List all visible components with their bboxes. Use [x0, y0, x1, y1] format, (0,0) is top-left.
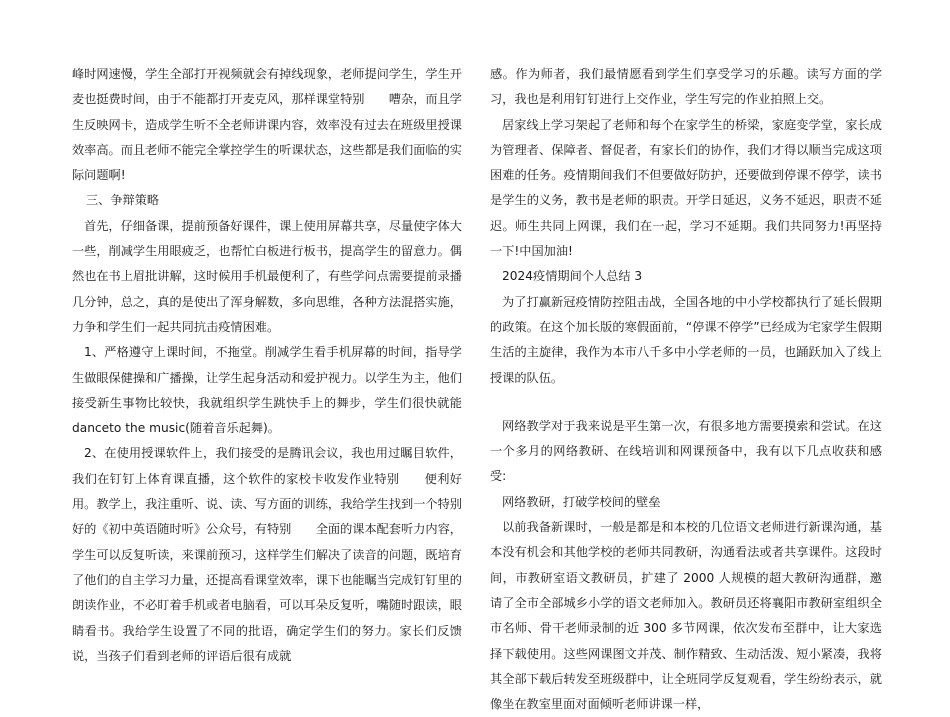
left-column	[72, 62, 487, 669]
paragraph: 首先，仔细备课，提前预备好课件，课上使用屏幕共享，尽量使字体大一些，削减学生用眼疲乏，也帮忙白板进行板书，提高学生的留意力。偶然也在书上眉批讲解，这时候用手机最便利了，有些学问点需要提前录播几分钟，总之，真的是使出了浑身解数，多向思维，各种方法混搭实施，力争和学生们一起共同抗击疫情困难。	[72, 218, 462, 334]
sub-heading: 网络教研，打破学校间的壁垒	[502, 494, 661, 509]
paragraph: 居家线上学习架起了老师和每个在家学生的桥梁，家庭变学堂，家长成为管理者、保障者、督促者，有家长们的协作，我们才得以顺当完成这项困难的任务。疫情期间我们不但要做好防护，还要做到停课不停学，读书是学生的义务，教书是老师的职责。开学日延迟，义务不延迟，职责不延迟。师生共同上网课，我们在一起，学习不延期。我们共同努力!再坚持一下!中国加油!	[490, 117, 882, 259]
paragraph: 感。作为师者，我们最情愿看到学生们享受学习的乐趣。读写方面的学习，我也是利用钉钉进行上交作业，学生写完的作业拍照上交。	[490, 67, 882, 107]
paragraph: 网络教学对于我来说是平生第一次，有很多地方需要摸索和尝试。在这一个多月的网络教研、在线培训和网课预备中，我有以下几点收获和感受:	[490, 418, 882, 484]
paragraph: 2、在使用授课软件上，我们接受的是腾讯会议，我也用过瞩目软件，我们在钉钉上体育课直播，这个软件的家校卡收发作业特别 便利好用。教学上，我注重听、说、读、写方面的训练，我给学生找到一个特别 好的《初中英语随时听》公众号，有特别 全面的课本配套听力内容，学生可以反复听读，来课前预习，这样学生们解决了读音的问题，既培育了他们的自主学习力量，还提高看课堂效率，课下也能瞩当完成钉钉里的朗读作业，不必盯着手机或者电脑看，可以耳朵反复听，嘴随时跟读，眼睛看书。我给学生设置了不同的批语，确定学生们的努力。家长们反馈说，当孩子们看到老师的评语后很有成就	[72, 446, 487, 663]
paragraph: 峰时网速慢，学生全部打开视频就会有掉线现象，老师提问学生，学生开麦也挺费时间，由于不能都打开麦克风，那样课堂特别 嘈杂，而且学生反映网卡，造成学生听不全老师讲课内容，效率没有过去在班级里授课效率高。而且老师不能完全掌控学生的听课状态，这些都是我们面临的实际问题啊!	[72, 67, 462, 183]
paragraph: 为了打赢新冠疫情防控阻击战，全国各地的中小学校都执行了延长假期的政策。在这个加长版的寒假面前，“停课不停学”已经成为宅家学生假期生活的主旋律，我作为本市八千多中小学老师的一员，也踊跃加入了线上授课的队伍。	[490, 294, 882, 385]
paragraph: 1、严格遵守上课时间，不拖堂。削减学生看手机屏幕的时间，指导学生做眼保健操和广播操，让学生起身活动和爱护视力。以学生为主，他们接受新生事物比较快，我就组织学生跳快手上的舞步，学生们很快就能 danceto the music(随着音乐起舞)。	[72, 345, 462, 436]
section-title: 2024疫情期间个人总结 3	[502, 269, 643, 284]
section-heading: 三、争辩策略	[86, 193, 160, 208]
blank-line	[490, 391, 882, 414]
right-column	[490, 62, 882, 717]
paragraph: 以前我备新课时，一般是都是和本校的几位语文老师进行新课沟通，基本没有机会和其他学校的老师共同教研，沟通看法或者共享课件。这段时间，市教研室语文教研员，扩建了 2000 人规模的超大教研沟通群，邀请了全市全部城乡小学的语文老师加入。教研员还将襄阳市教研室组织全市名师、骨干老师录制的近 300 多节网课，依次发布至群中，让大家选择下载使用。这些网课图文并茂、制作精致、生动活泼、短小紧凑，我将其全部下载后转发至班级群中，让全班同学反复观看，学生纷纷表示，就像坐在教室里面对面倾听老师讲课一样，	[490, 520, 882, 712]
